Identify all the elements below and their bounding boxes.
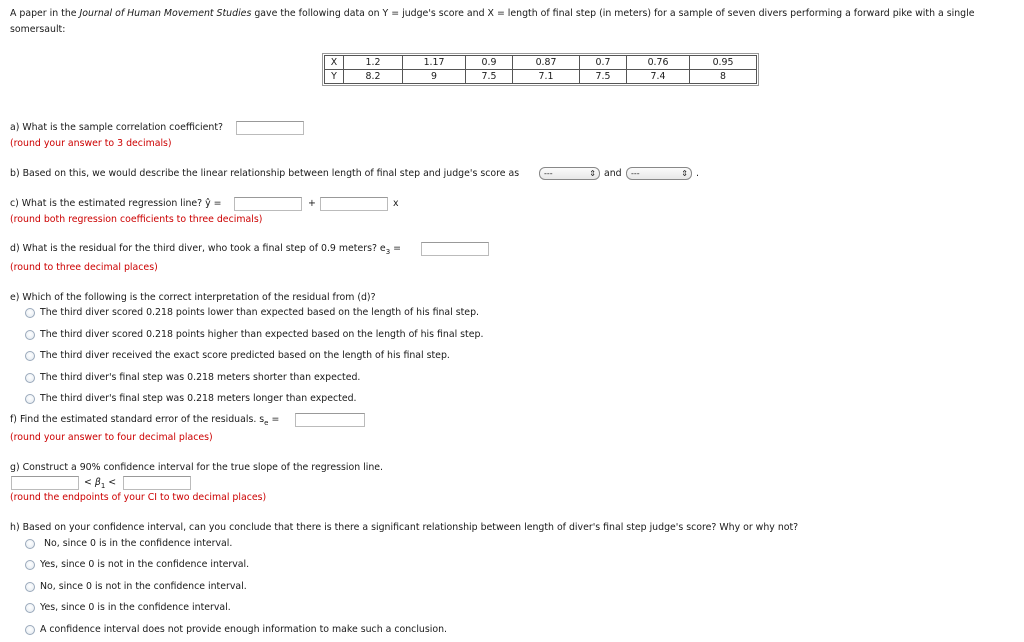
question-f-text: f) Find the estimated standard error of the residuals. s [10, 414, 265, 425]
e-option-3-label: The third diver received the exact score predicted based on the length of his final step. [40, 350, 450, 361]
radio-e-option-2[interactable] [25, 330, 35, 340]
e-option-1-label: The third diver scored 0.218 points lower than expected based on the length of his final step. [40, 307, 479, 318]
radio-h-option-2[interactable] [25, 560, 35, 570]
question-b: b) Based on this, we would describe the linear relationship between length of final step and judge's score as [10, 168, 520, 179]
slope-input[interactable] [320, 197, 388, 211]
question-f [10, 414, 279, 427]
question-a: a) What is the sample correlation coefficient? [10, 122, 224, 133]
question-a-note: (round your answer to 3 decimals) [10, 138, 172, 149]
less-than-sign: < [84, 477, 92, 488]
question-e: e) Which of the following is the correct interpretation of the residual from (d)? [10, 292, 376, 303]
table-cell: 0.76 [627, 56, 690, 70]
se-subscript: e [264, 418, 269, 427]
e-option-4-label: The third diver's final step was 0.218 meters shorter than expected. [40, 372, 361, 383]
question-d [10, 243, 401, 256]
problem-intro [10, 6, 1014, 38]
strength-select-value: --- [544, 169, 553, 178]
e-option-2-label: The third diver scored 0.218 points higher than expected based on the length of his final step. [40, 329, 484, 340]
intercept-input[interactable] [234, 197, 302, 211]
equals-sign: = [268, 414, 280, 425]
plus-sign: + [308, 198, 316, 209]
radio-h-option-5[interactable] [25, 625, 35, 635]
residual-subscript: 3 [385, 247, 391, 256]
question-d-text: d) What is the residual for the third diver, who took a final step of 0.9 meters? e [10, 243, 386, 254]
table-cell: 7.5 [466, 70, 513, 84]
data-table [324, 55, 757, 84]
direction-select-value: --- [631, 169, 640, 178]
radio-e-option-1[interactable] [25, 308, 35, 318]
less-than-sign: < [108, 477, 117, 488]
ci-lower-input[interactable] [11, 476, 79, 490]
journal-name: Journal of Human Movement Studies [79, 8, 252, 19]
h-option-4-label: Yes, since 0 is in the confidence interval. [40, 602, 231, 613]
table-cell: 0.95 [690, 56, 757, 70]
table-cell: 8 [690, 70, 757, 84]
intro-text-1: A paper in the [10, 8, 80, 19]
select-arrows-icon: ⇕ [681, 169, 688, 178]
h-option-2-label: Yes, since 0 is not in the confidence interval. [40, 559, 250, 570]
table-cell: 7.1 [513, 70, 580, 84]
radio-e-option-5[interactable] [25, 394, 35, 404]
e-option-5-label: The third diver's final step was 0.218 meters longer than expected. [40, 393, 357, 404]
table-cell: 9 [403, 70, 466, 84]
and-label: and [604, 168, 622, 179]
table-cell: 0.9 [466, 56, 513, 70]
x-variable: x [393, 198, 399, 209]
table-cell: 8.2 [344, 70, 403, 84]
table-header-x: X [325, 56, 344, 70]
table-cell: 0.7 [580, 56, 627, 70]
radio-h-option-4[interactable] [25, 603, 35, 613]
question-h: h) Based on your confidence interval, can you conclude that there is there a significant relationship between length of diver's final step judge's score? Why or why not? [10, 522, 799, 533]
table-cell: 1.17 [403, 56, 466, 70]
beta-symbol: β [94, 477, 101, 488]
beta-subscript: 1 [100, 481, 106, 490]
table-cell: 7.4 [627, 70, 690, 84]
direction-select[interactable] [626, 167, 692, 180]
table-row-x [325, 56, 757, 70]
residual-input[interactable] [421, 242, 489, 256]
question-c: c) What is the estimated regression line? ŷ = [10, 198, 222, 209]
radio-e-option-4[interactable] [25, 373, 35, 383]
period: . [696, 168, 699, 179]
ci-expression [84, 477, 116, 490]
question-d-note: (round to three decimal places) [10, 262, 158, 273]
question-c-note: (round both regression coefficients to three decimals) [10, 214, 263, 225]
radio-e-option-3[interactable] [25, 351, 35, 361]
select-arrows-icon: ⇕ [589, 169, 596, 178]
standard-error-input[interactable] [295, 413, 365, 427]
ci-upper-input[interactable] [123, 476, 191, 490]
radio-h-option-3[interactable] [25, 582, 35, 592]
question-f-note: (round your answer to four decimal places) [10, 432, 213, 443]
table-cell: 0.87 [513, 56, 580, 70]
h-option-1-label: No, since 0 is in the confidence interval. [44, 538, 233, 549]
h-option-3-label: No, since 0 is not in the confidence interval. [40, 581, 247, 592]
correlation-input[interactable] [236, 121, 304, 135]
equals-sign: = [390, 243, 401, 254]
radio-h-option-1[interactable] [25, 539, 35, 549]
question-g-note: (round the endpoints of your CI to two decimal places) [10, 492, 267, 503]
intro-text-2: gave the following data on Y = judge's score and X = length of final step (in meters) for a sample of seven divers performing a forward pike with a single somersault: [10, 8, 975, 35]
table-cell: 1.2 [344, 56, 403, 70]
question-g: g) Construct a 90% confidence interval for the true slope of the regression line. [10, 462, 384, 473]
h-option-5-label: A confidence interval does not provide enough information to make such a conclusion. [40, 624, 448, 635]
strength-select[interactable] [539, 167, 600, 180]
table-row-y [325, 70, 757, 84]
table-cell: 7.5 [580, 70, 627, 84]
table-header-y: Y [325, 70, 344, 84]
